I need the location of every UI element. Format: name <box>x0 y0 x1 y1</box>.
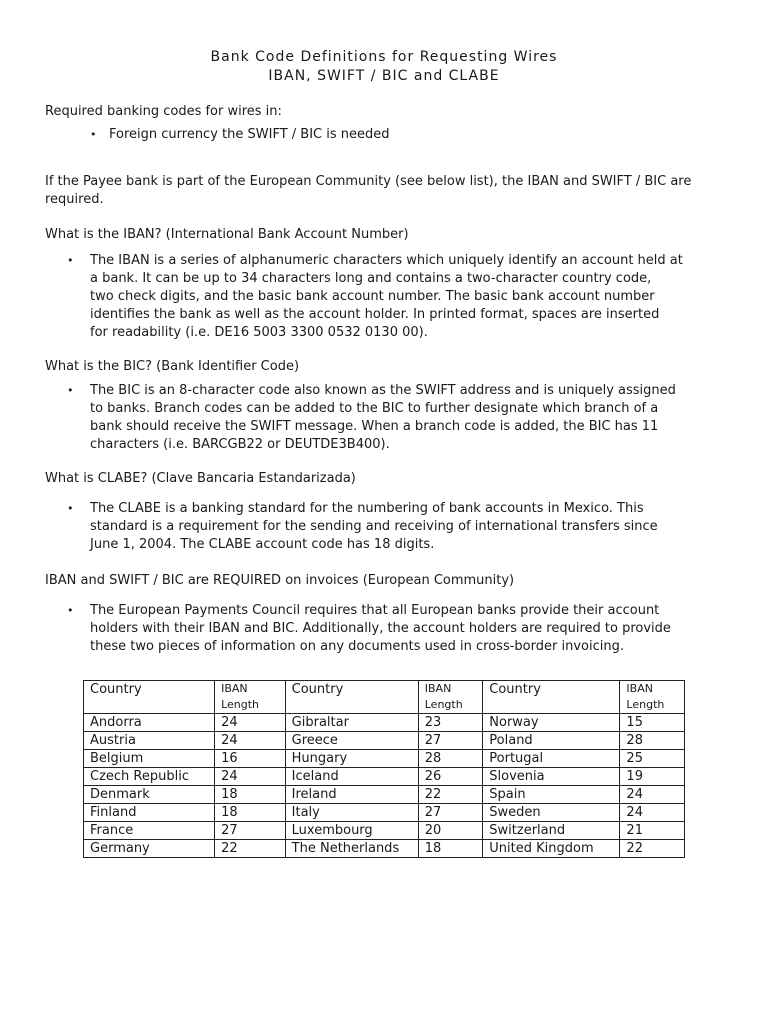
iban-length-cell: 23 <box>418 714 483 732</box>
eu-paragraph: If the Payee bank is part of the European Community (see below list), the IBAN and SWIFT / BIC are required. <box>45 174 692 207</box>
iban-length-cell: 24 <box>620 804 685 822</box>
header-iban-length: IBAN Length <box>620 681 685 714</box>
iban-length-cell: 18 <box>215 804 286 822</box>
country-cell: Greece <box>285 732 418 750</box>
country-cell: Poland <box>483 732 620 750</box>
country-cell: Ireland <box>285 786 418 804</box>
country-cell: Switzerland <box>483 822 620 840</box>
bullet-icon: • <box>67 384 74 397</box>
country-cell: Norway <box>483 714 620 732</box>
country-cell: United Kingdom <box>483 840 620 858</box>
iban-length-cell: 27 <box>418 732 483 750</box>
intro-text: Required banking codes for wires in: <box>45 104 282 119</box>
iban-length-cell: 19 <box>620 768 685 786</box>
table-row <box>84 840 685 858</box>
table-row <box>84 750 685 768</box>
table-row <box>84 768 685 786</box>
document-title: Bank Code Definitions for Requesting Wires <box>210 49 558 65</box>
iban-length-cell: 22 <box>418 786 483 804</box>
country-cell: Germany <box>84 840 215 858</box>
iban-length-cell: 16 <box>215 750 286 768</box>
bic-heading: What is the BIC? (Bank Identifier Code) <box>45 359 300 374</box>
country-cell: Slovenia <box>483 768 620 786</box>
clabe-definition: The CLABE is a banking standard for the numbering of bank accounts in Mexico. This standard is a requirement for the sending and receiving of international transfers since June 1, 2004. The CLABE account code has 18 digits. <box>90 501 658 552</box>
country-cell: Hungary <box>285 750 418 768</box>
table-row <box>84 714 685 732</box>
iban-length-cell: 24 <box>215 714 286 732</box>
iban-length-cell: 18 <box>418 840 483 858</box>
header-iban-length: IBAN Length <box>215 681 286 714</box>
header-iban-length: IBAN Length <box>418 681 483 714</box>
iban-length-table <box>83 680 685 858</box>
country-cell: Austria <box>84 732 215 750</box>
iban-length-cell: 25 <box>620 750 685 768</box>
country-cell: Italy <box>285 804 418 822</box>
country-cell: Denmark <box>84 786 215 804</box>
iban-length-cell: 20 <box>418 822 483 840</box>
iban-length-cell: 28 <box>620 732 685 750</box>
iban-length-cell: 18 <box>215 786 286 804</box>
iban-length-cell: 27 <box>215 822 286 840</box>
header-country: Country <box>285 681 418 714</box>
header-country: Country <box>84 681 215 714</box>
country-cell: Belgium <box>84 750 215 768</box>
country-cell: Spain <box>483 786 620 804</box>
country-cell: Andorra <box>84 714 215 732</box>
table-row <box>84 804 685 822</box>
required-heading: IBAN and SWIFT / BIC are REQUIRED on invoices (European Community) <box>45 573 515 588</box>
country-cell: France <box>84 822 215 840</box>
iban-length-cell: 22 <box>215 840 286 858</box>
bullet-icon: • <box>67 254 74 267</box>
iban-length-cell: 28 <box>418 750 483 768</box>
bullet-icon: • <box>67 502 74 515</box>
country-cell: The Netherlands <box>285 840 418 858</box>
country-cell: Iceland <box>285 768 418 786</box>
iban-definition: The IBAN is a series of alphanumeric characters which uniquely identify an account held at a bank. It can be up to 34 characters long and contains a two-character country code, two check digits, and the basic bank account number. The basic bank account number identifies the bank as well as the account holder. In printed format, spaces are inserted for readability (i.e. DE16 5003 3300 0532 0130 00). <box>90 253 683 340</box>
iban-length-cell: 24 <box>215 732 286 750</box>
bic-definition: The BIC is an 8-character code also known as the SWIFT address and is uniquely assigned to banks. Branch codes can be added to the BIC to further designate which branch of a bank should receive the SWIFT message. When a branch code is added, the BIC has 11 characters (i.e. BARCGB22 or DEUTDE3B400). <box>90 383 676 452</box>
table-row <box>84 732 685 750</box>
epc-definition: The European Payments Council requires that all European banks provide their account holders with their IBAN and BIC. Additionally, the account holders are required to provide these two pieces of information on any documents used in cross-border invoicing. <box>90 603 671 654</box>
bullet-icon: • <box>90 128 97 141</box>
clabe-heading: What is CLABE? (Clave Bancaria Estandarizada) <box>45 471 356 486</box>
country-cell: Finland <box>84 804 215 822</box>
country-cell: Czech Republic <box>84 768 215 786</box>
iban-length-cell: 26 <box>418 768 483 786</box>
document-page: Bank Code Definitions for Requesting Wires IBAN, SWIFT / BIC and CLABE Required banking codes for wires in: • Foreign currency the SWIFT / BIC is needed If the Payee bank is part of the European Community (see below list), the IBAN and SWIFT / BIC are required. What is the IBAN? (International Bank Account Number) • The IBAN is a series of alphanumeric characters which uniquely identify an account held at a bank. It can be up to 34 characters long and contains a two-character country code, two check digits, and the basic bank account number. The basic bank account number identifies the bank as well as the account holder. In printed format, spaces are inserted for readability (i.e. DE16 5003 3300 0532 0130 00). What is the BIC? (Bank Identifier Code) • The BIC is an 8-character code also known as the SWIFT address and is uniquely assigned to banks. Branch codes can be added to the BIC to further designate which branch of a bank should receive the SWIFT message. When a branch code is added, the BIC has 11 characters (i.e. BARCGB22 or DEUTDE3B400). What is CLABE? (Clave Bancaria Estandarizada) • The CLABE is a banking standard for the numbering of bank accounts in Mexico. This standard is a requirement for the sending and receiving of international transfers since June 1, 2004. The CLABE account code has 18 digits. IBAN and SWIFT / BIC are REQUIRED on invoices (European Community) • The European Payments Council requires that all European banks provide their account holders with their IBAN and BIC. Additionally, the account holders are required to provide these two pieces of information on any documents used in cross-border invoicing. Country IBAN Length Country IBAN Length Country IBAN Length Andorra 24 Gibraltar 23 Norway 15 Austria 24 Greece 27 Poland 28 Belgium 16 Hungary 28 Portugal 25 Czech Republic 24 Iceland 26 Slovenia 19 Denmark 18 Ireland 22 Spain 24 Finland 18 Italy 27 Sweden 24 France 27 Luxembourg 20 Switzerland 21 Germany 22 The Netherlands 18 United Kingdom 22 <box>0 0 768 1024</box>
bullet-icon: • <box>67 604 74 617</box>
country-cell: Portugal <box>483 750 620 768</box>
iban-length-cell: 15 <box>620 714 685 732</box>
country-cell: Luxembourg <box>285 822 418 840</box>
iban-length-cell: 24 <box>620 786 685 804</box>
country-cell: Sweden <box>483 804 620 822</box>
iban-length-cell: 24 <box>215 768 286 786</box>
table-header-row <box>84 681 685 714</box>
iban-length-cell: 27 <box>418 804 483 822</box>
header-country: Country <box>483 681 620 714</box>
document-subtitle: IBAN, SWIFT / BIC and CLABE <box>268 68 500 84</box>
country-cell: Gibraltar <box>285 714 418 732</box>
table-row <box>84 822 685 840</box>
table-row <box>84 786 685 804</box>
iban-heading: What is the IBAN? (International Bank Account Number) <box>45 227 409 242</box>
iban-length-cell: 22 <box>620 840 685 858</box>
iban-length-cell: 21 <box>620 822 685 840</box>
